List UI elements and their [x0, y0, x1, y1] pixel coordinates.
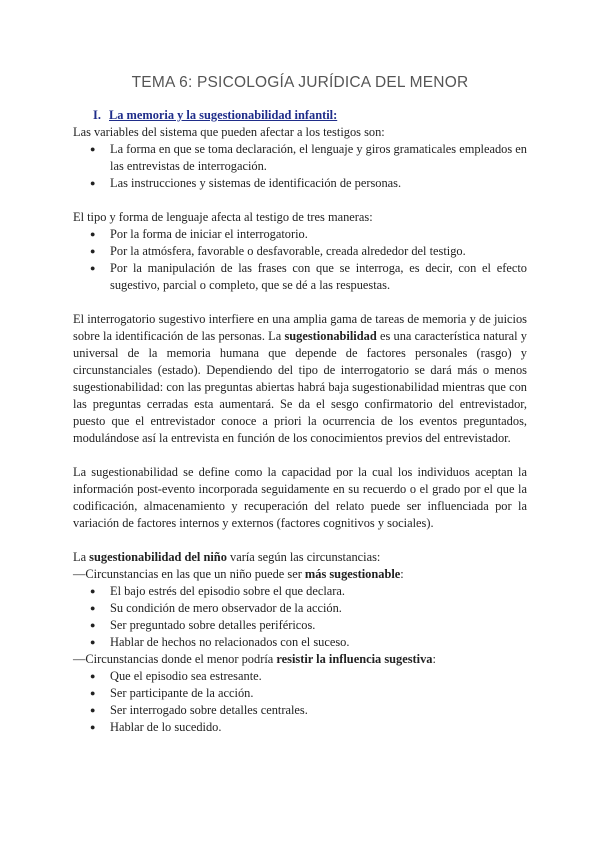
intro-variables: Las variables del sistema que pueden afectar a los testigos son:: [73, 125, 385, 139]
list-item: ● La forma en que se toma declaración, el lenguaje y giros gramaticales empleados en las entrevistas de interrogación.: [73, 141, 527, 175]
list-item: ● Que el episodio sea estresante.: [73, 668, 527, 685]
paragraph-interrogatorio: El interrogatorio sugestivo interfiere en una amplia gama de tareas de memoria y de juicios sobre la identificación de las personas. La sugestionabilidad es una característica natural y universal de la memoria humana que depende de factores personales (rasgo) y circunstanciales (estado). Dependiendo del tipo de interrogatorio se dará más o menos sugestionabilidad: con las preguntas abiertas habrá baja sugestionabilidad mientras que con las preguntas cerradas esta aumentará. Se da el sesgo confirmatorio del entrevistador, puesto que el entrevistador conoce a priori la ocurrencia de los eventos preguntados, modulándose así la entrevista en función de los conocimientos previos del entrevistador.: [73, 312, 528, 445]
list-item: ● Por la atmósfera, favorable o desfavorable, creada alrededor del testigo.: [73, 243, 527, 260]
bold-term: sugestionabilidad del niño: [89, 550, 227, 564]
bold-term: resistir la influencia sugestiva: [276, 652, 433, 666]
resistir-list: [73, 668, 527, 736]
list-item: ● Las instrucciones y sistemas de identificación de personas.: [73, 175, 527, 192]
list-item: ● Ser interrogado sobre detalles centrales.: [73, 702, 527, 719]
section-number: I.: [93, 108, 101, 122]
variables-list: [73, 141, 527, 192]
list-item: ● Hablar de hechos no relacionados con el suceso.: [73, 634, 527, 651]
subheading-resistir: —Circunstancias donde el menor podría resistir la influencia sugestiva:: [73, 652, 436, 666]
list-item: ● Hablar de lo sucedido.: [73, 719, 527, 736]
document-body: [73, 107, 527, 736]
paragraph-definicion: La sugestionabilidad se define como la capacidad por la cual los individuos aceptan la información post-evento incorporada seguidamente en su recuerdo o el grado por el que la codificación, almacenamiento y recuperación del relato puede ser influenciada por la variación de factores internos y externos (factores cognitivos y sociales).: [73, 465, 527, 530]
bold-term: sugestionabilidad: [284, 329, 377, 343]
list-item: ● Ser participante de la acción.: [73, 685, 527, 702]
list-item: ● Su condición de mero observador de la acción.: [73, 600, 527, 617]
section-heading: [93, 107, 527, 124]
page-title: TEMA 6: PSICOLOGÍA JURÍDICA DEL MENOR: [131, 74, 469, 91]
language-list: [73, 226, 527, 294]
list-item: ● Ser preguntado sobre detalles periféricos.: [73, 617, 527, 634]
intro-language: El tipo y forma de lenguaje afecta al testigo de tres maneras:: [73, 210, 373, 224]
list-item: ● El bajo estrés del episodio sobre el que declara.: [73, 583, 527, 600]
list-item: ● Por la manipulación de las frases con que se interroga, es decir, con el efecto sugestivo, parcial o completo, que se dé a las respuestas.: [73, 260, 527, 294]
section-label: La memoria y la sugestionabilidad infantil:: [109, 108, 338, 122]
mas-sugestionable-list: [73, 583, 527, 651]
list-item: ● Por la forma de iniciar el interrogatorio.: [73, 226, 527, 243]
bold-term: más sugestionable: [304, 567, 401, 581]
subheading-mas-sugestionable: —Circunstancias en las que un niño puede ser más sugestionable:: [73, 567, 404, 581]
paragraph-nino: La sugestionabilidad del niño varía según las circunstancias:: [73, 550, 381, 564]
